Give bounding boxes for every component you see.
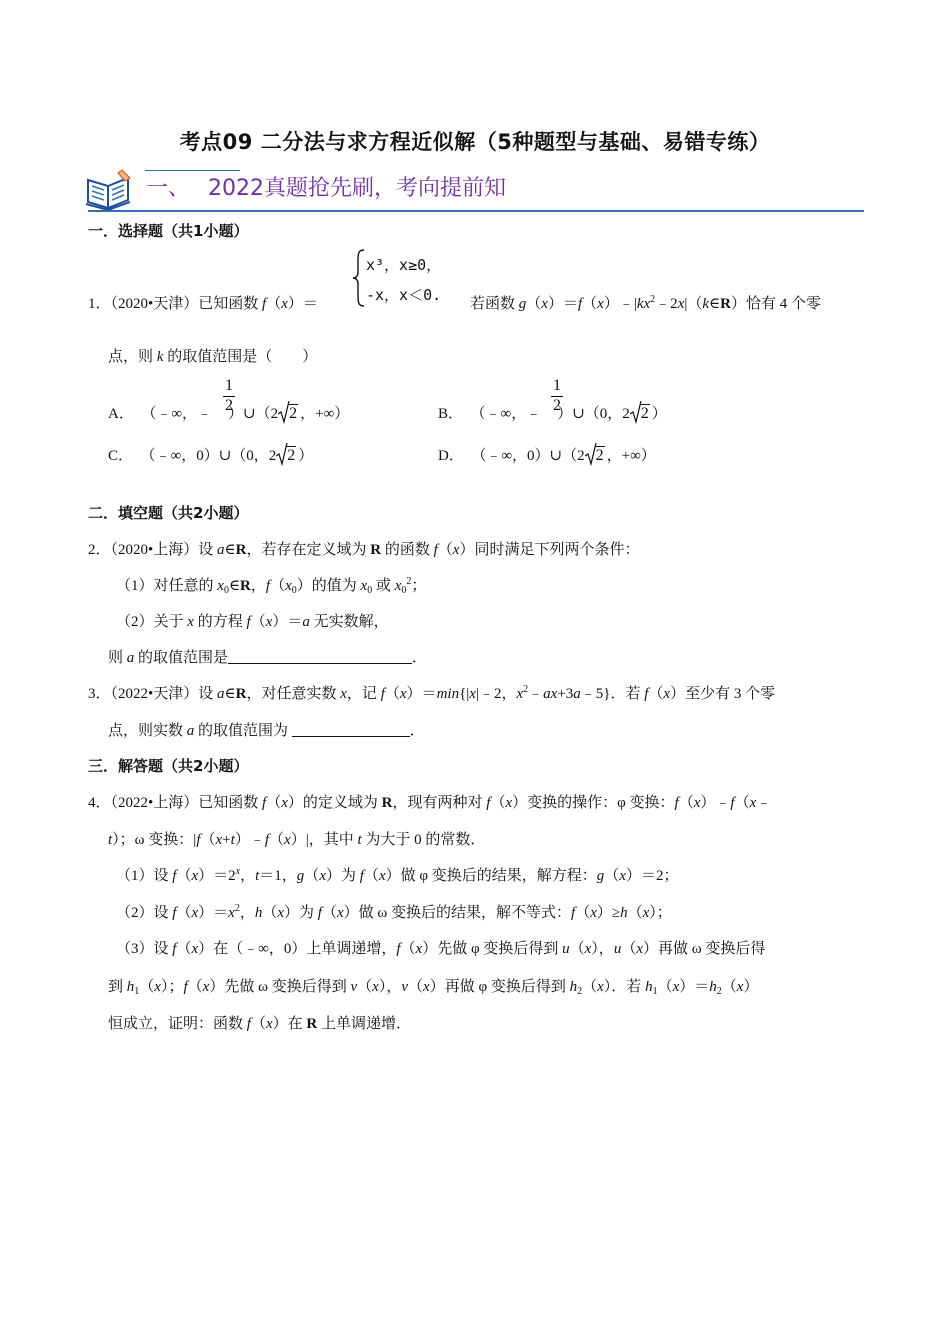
piecewise-function — [352, 246, 472, 308]
sqrt-2: 2 — [278, 404, 298, 423]
q2-line1: 2．（2020•上海）设 a∈R，若存在定义域为 R 的函数 f（x）同时满足下列两个条件： — [88, 542, 640, 558]
sqrt-2: 2 — [630, 404, 650, 423]
part-heading-fill: 二．填空题（共2小题） — [88, 504, 249, 522]
q4-part2: （2）设 $f(x)=x^2$，h（x）为 f（x）做 ω 变换后的结果，解不等式：f（x）≥h（x）； — [116, 903, 672, 921]
sqrt-2: 2 — [276, 446, 296, 465]
part-heading-answer: 三．解答题（共2小题） — [88, 757, 249, 775]
q1-line1: 1．（2020•天津）已知函数 f（x）＝ — [88, 296, 318, 312]
q1-line1-rest: 若函数 $g(x)=f(x)﹣|kx^2﹣2x|(k\in R)$恰有 4 个零 — [470, 294, 822, 312]
q4-line1: 4．（2022•上海）已知函数 f（x）的定义域为 R，现有两种对 f（x）变换的操作：φ 变换：f（x）﹣f（x﹣ — [88, 795, 772, 811]
q4-part3-line1: （3）设 f（x）在（﹣∞，0）上单调递增，f（x）先做 φ 变换后得到 u（x），u（x）再做 ω 变换后得 — [116, 941, 766, 957]
q3-line1: 3．（2022•天津）设 a∈R，对任意实数 x，记 f（x）＝min{|x|﹣2，$x^2﹣ax+3a﹣5$}．若 f（x）至少有 3 个零 — [88, 684, 776, 702]
piece-top: x³，x≥0， — [366, 256, 442, 274]
answer-blank[interactable] — [292, 722, 410, 737]
section-number: 一、 — [146, 176, 191, 201]
q2-cond1: （1）对任意的 $x_0\in R$，$f(x_0)$的值为 $x_0$ 或 $x_0^2$； — [116, 576, 427, 596]
brace-icon — [352, 248, 366, 308]
q2-cond2: （2）关于 x 的方程 f（x）＝a 无实数解， — [116, 614, 389, 630]
q1-option-c[interactable]: C． （﹣∞，0）∪（0，2 2 ） — [108, 444, 313, 465]
q4-part1: （1）设 $f(x)=2^x$，t＝1，g（x）为 f（x）做 φ 变换后的结果，解方程：g（x）＝2； — [116, 866, 679, 884]
section-heading — [146, 171, 506, 202]
q4-part3-line2: 到 $h_1(x)$；f（x）先做 ω 变换后得到 v（x），v（x）再做 φ 变换后得到 $h_2(x)$．若 $h_1(x)=h_2(x)$ — [108, 979, 759, 997]
q1-line2: 点，则 k 的取值范围是（ ） — [108, 349, 318, 365]
q3-line2: 点，则实数 a 的取值范围为 ． — [108, 723, 425, 739]
q4-part3-line3: 恒成立，证明：函数 f（x）在 R 上单调递增． — [108, 1016, 411, 1032]
q1-option-b[interactable]: B． （﹣∞，﹣ ）∪（0，2 2 ） — [438, 402, 667, 423]
sqrt-2: 2 — [585, 446, 605, 465]
section-text: 2022真题抢先刷，考向提前知 — [208, 176, 507, 201]
q1-option-d[interactable]: D． （﹣∞，0）∪（2 2 ，+∞） — [438, 444, 656, 465]
part-heading-choice: 一．选择题（共1小题） — [88, 222, 249, 240]
q2-ask: 则 a 的取值范围是 ． — [108, 650, 428, 666]
q1-option-a[interactable]: A． （﹣∞，﹣ ）∪（2 2 ，+∞） — [108, 402, 349, 423]
section-rule — [88, 210, 864, 212]
page-title: 考点09 二分法与求方程近似解（5种题型与基础、易错专练） — [179, 130, 771, 154]
book-icon — [84, 168, 134, 212]
piece-bottom: -x，x＜0. — [366, 286, 442, 304]
q4-line2: t）；ω 变换：|f（x+t）﹣f（x）|，其中 t 为大于 0 的常数． — [108, 832, 486, 848]
answer-blank[interactable] — [228, 649, 412, 664]
